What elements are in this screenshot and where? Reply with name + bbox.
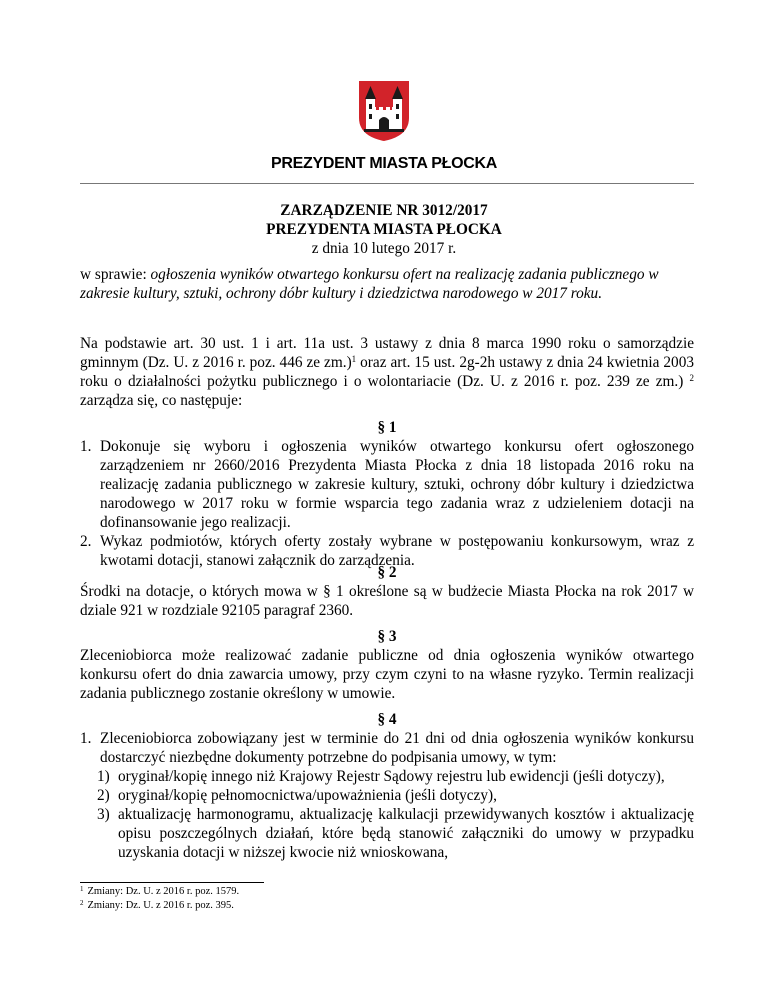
list-item-number: 1. [80, 438, 92, 455]
footnote-mark: 2 [80, 899, 84, 907]
sublist-item-text: aktualizację harmonogramu, aktualizację kalkulacji przewidywanych kosztów i aktualizację opisu poszczególnych działań, które będą stanowić załączniki do umowy w przypadku uzyskania dotacji w niższej kwocie niż wnioskowana, [118, 806, 694, 861]
section-4-sublist [80, 767, 694, 862]
footnote-ref-2: 2 [689, 373, 694, 383]
section-2 [80, 563, 694, 620]
list-item [80, 729, 694, 862]
preamble-part-3: zarządza się, co następuje: [80, 392, 243, 409]
footnote [80, 899, 694, 913]
footnote [80, 885, 694, 899]
document-title-block [0, 201, 768, 258]
section-3 [80, 627, 694, 703]
footnotes [80, 885, 694, 913]
legal-basis-paragraph [80, 334, 694, 410]
list-item [80, 437, 694, 532]
section-2-heading: § 2 [377, 564, 397, 581]
sublist-item [80, 767, 694, 786]
section-3-text: Zleceniobiorca może realizować zadanie publiczne od dnia ogłoszenia wyników otwartego konkursu ofert do dnia zawarcia umowy, przy czym czyni to na własne ryzyko. Termin realizacji zadania publicznego zostanie określony w umowie. [80, 647, 694, 702]
sublist-item-number: 3) [97, 806, 110, 823]
sublist-item [80, 805, 694, 862]
section-3-heading: § 3 [377, 628, 397, 645]
document-issuer: PREZYDENTA MIASTA PŁOCKA [266, 221, 502, 238]
section-2-text: Środki na dotacje, o których mowa w § 1 określone są w budżecie Miasta Płocka na rok 2017 w dziale 921 w rozdziale 92105 paragraf 2360. [80, 583, 694, 619]
sublist-item-text: oryginał/kopię pełnomocnictwa/upoważnienia (jeśli dotyczy), [118, 787, 497, 804]
sublist-item-number: 1) [97, 768, 110, 785]
document-date: z dnia 10 lutego 2017 r. [311, 240, 457, 257]
list-item-text: Dokonuje się wyboru i ogłoszenia wyników otwartego konkursu ofert ogłoszonego zarządzeniem nr 2660/2016 Prezydenta Miasta Płocka z dnia 18 listopada 2016 roku na realizację zadania publicznego w zakresie kultury, sztuki, ochrony dóbr kultury i dziedzictwa narodowego w 2017 roku w formie wsparcia tego zadania wraz z udzieleniem dotacji na dofinansowanie jego realizacji. [100, 438, 694, 531]
document-subject [80, 265, 694, 303]
section-4-list [80, 729, 694, 862]
subject-prefix: w sprawie: [80, 266, 151, 283]
section-1 [80, 418, 694, 570]
section-1-list [80, 437, 694, 570]
list-item-text: Wykaz podmiotów, których oferty zostały wybrane w postępowaniu konkursowym, wraz z kwotami dotacji, stanowi załącznik do zarządzenia. [100, 533, 694, 569]
list-item-text: Zleceniobiorca zobowiązany jest w terminie do 21 dni od dnia ogłoszenia wyników konkursu dostarczyć niezbędne dokumenty potrzebne do podpisania umowy, w tym: [100, 730, 694, 766]
header-divider [80, 183, 694, 184]
sublist-item-number: 2) [97, 787, 110, 804]
sublist-item-text: oryginał/kopię innego niż Krajowy Rejestr Sądowy rejestru lub ewidencji (jeśli dotyczy), [118, 768, 665, 785]
footnote-mark: 1 [80, 885, 84, 893]
plock-coat-of-arms-icon [358, 80, 410, 142]
section-4 [80, 710, 694, 862]
footnote-divider [80, 882, 264, 883]
preamble-part-1: Na podstawie art. 30 ust. 1 i art. 11a ust. 3 ustawy z dnia 8 marca 1990 roku o samorządzie gminnym (Dz. U. z 2016 r. poz. 446 ze zm.) [80, 335, 694, 371]
document-title: ZARZĄDZENIE NR 3012/2017 [280, 202, 488, 219]
footnote-text: Zmiany: Dz. U. z 2016 r. poz. 395. [87, 900, 234, 911]
footnote-ref-1: 1 [351, 354, 357, 364]
section-1-heading: § 1 [377, 419, 397, 436]
sublist-item [80, 786, 694, 805]
issuer-header: PREZYDENT MIASTA PŁOCKA [271, 155, 497, 172]
preamble-part-2: oraz art. 15 ust. 2g-2h ustawy z dnia 24 kwietnia 2003 roku o działalności pożytku publicznego i o wolontariacie (Dz. U. z 2016 r. poz. 239 ze zm.) [80, 354, 695, 390]
list-item-number: 2. [80, 533, 92, 550]
subject-text: ogłoszenia wyników otwartego konkursu ofert na realizację zadania publicznego w zakresie kultury, sztuki, ochrony dóbr kultury i dziedzictwa narodowego w 2017 roku. [80, 266, 659, 302]
footnote-text: Zmiany: Dz. U. z 2016 r. poz. 1579. [87, 886, 240, 897]
section-4-heading: § 4 [377, 711, 397, 728]
list-item-number: 1. [80, 730, 92, 747]
